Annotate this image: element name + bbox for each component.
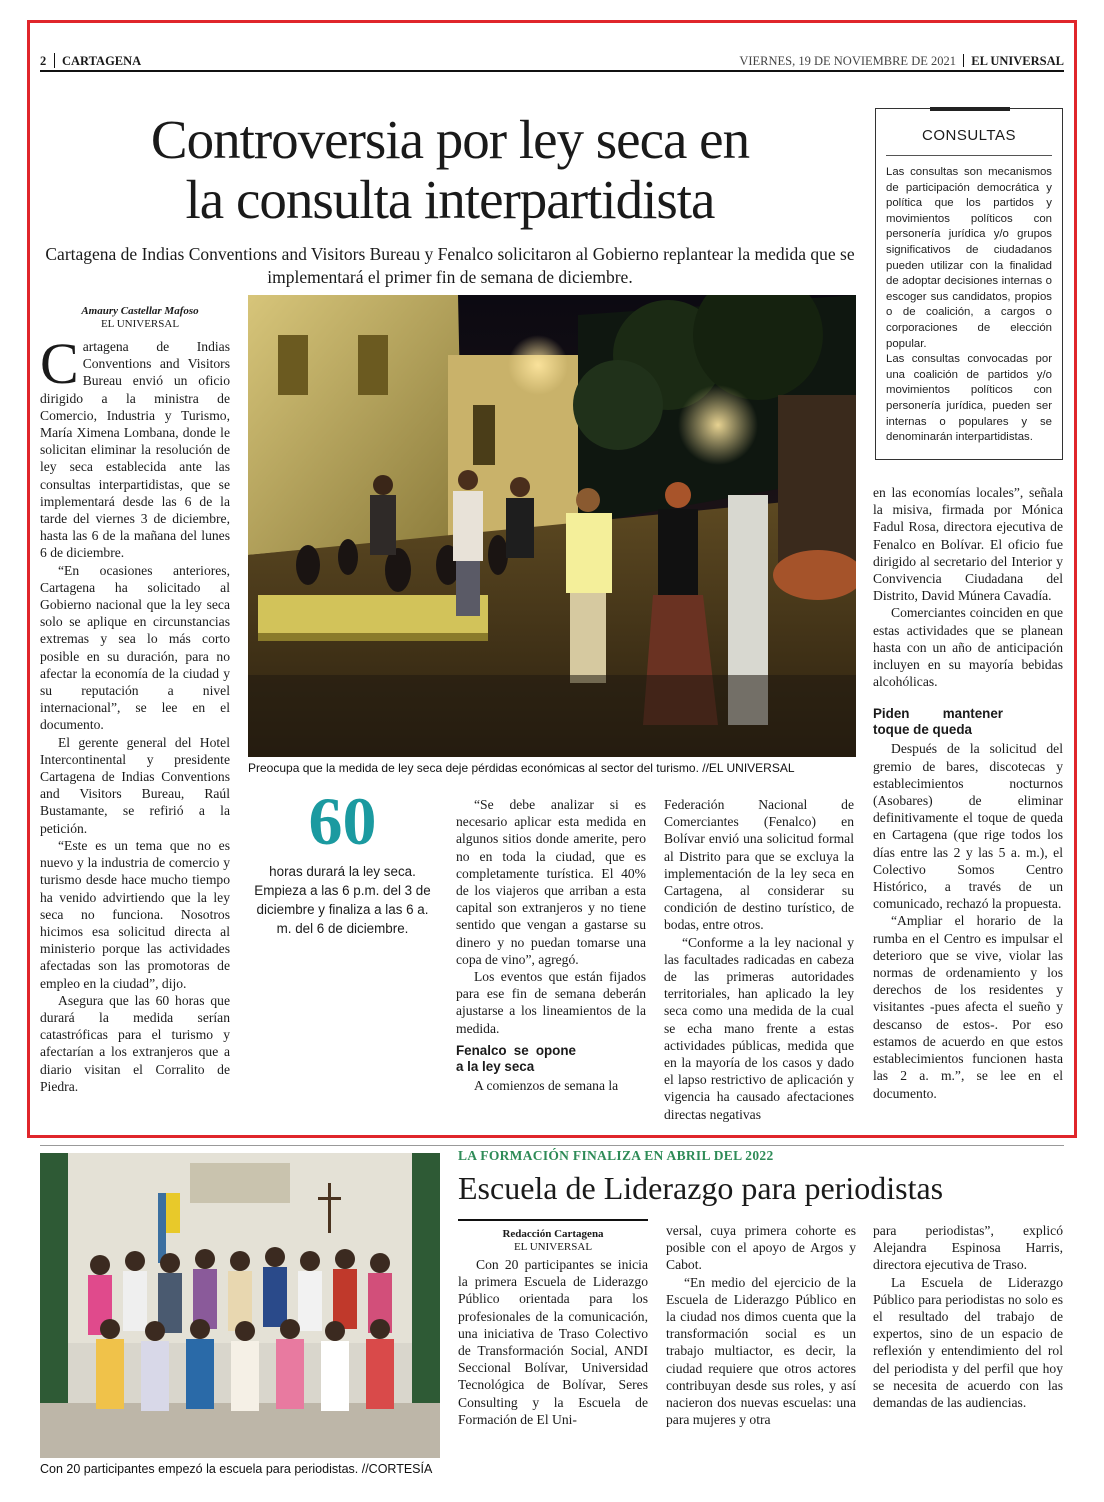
article-divider [40, 1145, 1064, 1146]
main-byline [40, 305, 240, 331]
paragraph: Comerciantes coinciden en que estas actividades que se planean hasta con un año de anticipación incluyen en su mayoría bebidas alcohólicas. [873, 605, 1063, 690]
header-rule [40, 70, 1064, 72]
second-kicker: LA FORMACIÓN FINALIZA EN ABRIL DEL 2022 [458, 1148, 774, 1163]
main-column-1 [40, 331, 230, 1095]
page-number: 2 [40, 54, 47, 68]
paragraph: “Conforme a la ley nacional y las facultades radicadas en cabeza de las primeras autoridades territoriales, han aplicado la ley seca como una medida de la cual se echa mano frente a estas actividades públicas, medida que en la mayoría de los casos y dado el lapso restrictivo de aplicación y vigencia ha causado afectaciones directas negativas [664, 934, 854, 1122]
second-headline: Escuela de Liderazgo para periodistas [458, 1170, 944, 1206]
author-outlet: EL UNIVERSAL [100, 318, 180, 330]
sidebar-paragraph: Las consultas son mecanismos de participación democrática y política que los partidos y movimientos políticos con personería jurídica y/o grupos significativos de ciudadanos pueden utilizar con la finalidad de adoptar decisiones internas o escoger sus candidatos, propios o de coalición, a cargos o corporaciones de elección popular. [886, 166, 1052, 350]
publication-name: EL UNIVERSAL [971, 54, 1064, 68]
paragraph: A comienzos de semana la [474, 1077, 619, 1093]
paragraph: El gerente general del Hotel Intercontinental y presidente Cartagena de Indias Conventions and Visitors Bureau, Raúl Bustamante, se refirió a la petición. [40, 734, 230, 836]
paragraph: “Se debe analizar si es necesario aplicar esta medida en algunos sitios donde amerite, pero no en toda la ciudad, que es completamente turística. El 40% de los viajeros que arriban a esta capital son extranjeros y no tiene sentido que vengan a gastarse su dinero y no puedan tomarse una copa de vino”, agregó. [456, 797, 646, 967]
sidebar-body [886, 165, 1052, 446]
second-photo [40, 1153, 440, 1458]
lead-paragraph: Cartagena de Indias Conventions and Visitors Bureau envió un oficio dirigido a la ministra de Comercio, Industria y Turismo, María Ximena Lombana, donde le solicitan eliminar la resolución de ley seca establecida ante las consultas interpartidistas, que se implementará desde las 6 de la tarde del viernes 3 de diciembre, hasta las 6 de la mañana del lunes 6 de diciembre. [40, 331, 230, 561]
paragraph: “En medio del ejercicio de la Escuela de Liderazgo Público en la ciudad nos dimos cuenta que la transformación social es un trabajo multiactor, es decir, la ciudad requiere que otros actores contribuyan desde sus roles, y así nacieron dos nuevas escuelas: una para mujeres y otra [666, 1274, 856, 1428]
main-headline [40, 110, 860, 230]
paragraph: para periodistas”, explicó Alejandra Espinosa Harris, directora ejecutiva de Traso. [873, 1223, 1063, 1273]
subhead-toque: Piden mantener toque de queda [873, 706, 1003, 738]
headline-line-2: la consulta interpartidista [185, 169, 715, 230]
subheadline: Cartagena de Indias Conventions and Visitors Bureau y Fenalco solicitaron al Gobierno replantear la medida que se implementará el primer fin de semana de diciembre. [45, 244, 855, 287]
paragraph: versal, cuya primera cohorte es posible con el apoyo de Argos y Cabot. [666, 1223, 856, 1273]
paragraph: La Escuela de Liderazgo Público para periodistas no solo es el resultado del trabajo de expertos, sino de un espacio de reflexión y entendimiento del rol del periodista y del perfil que hoy se necesita de acuerdo con las demandas de las audiencias. [873, 1274, 1063, 1411]
issue-date: VIERNES, 19 DE NOVIEMBRE DE 2021 [739, 54, 956, 68]
second-column-3 [873, 1222, 1063, 1411]
sidebar-title: CONSULTAS [922, 127, 1016, 144]
stat-number: 60 [308, 783, 377, 859]
main-column-3 [456, 796, 646, 1094]
author-name: Redacción Cartagena [502, 1228, 604, 1240]
second-photo-caption: Con 20 participantes empezó la escuela para periodistas. //CORTESÍA [40, 1462, 433, 1476]
paragraph: Con 20 participantes se inicia la primera Escuela de Liderazgo Público orientada para los profesionales de la comunicación, una iniciativa de Traso Colectivo de Transformación Social, ANDI Seccional Bolívar, Universidad Tecnológica de Bolívar, Seres Consulting y la Escuela de Formación de El Uni- [458, 1257, 648, 1427]
paragraph: Después de la solicitud del gremio de bares, discotecas y establecimientos nocturnos (Asobares) de eliminar definitivamente el toque de queda en Cartagena (que rige todos los días entre las 2 y las 5 a. m.), el Colectivo Somos Centro Histórico, a través de un comunicado, rechazó la propuesta. [873, 741, 1063, 912]
second-byline [458, 1228, 648, 1254]
header-right [739, 54, 1064, 69]
drop-cap: C [40, 331, 79, 396]
paragraph: Los eventos que están fijados para ese fin de semana deberán ajustarse a los lineamientos de la medida. [456, 969, 646, 1036]
section-name: CARTAGENA [62, 54, 142, 68]
main-photo [248, 295, 856, 757]
subhead-fenalco: Fenalco se opone a la ley seca [456, 1042, 576, 1074]
main-photo-caption: Preocupa que la medida de ley seca deje pérdidas económicas al sector del turismo. //EL UNIVERSAL [248, 761, 795, 775]
author-outlet: EL UNIVERSAL [513, 1241, 593, 1253]
sidebar-paragraph: Las consultas convocadas por una coalición de partidos y/o movimientos políticos con personería jurídica, pueden ser internas o populares y se denominarán interpartidistas. [886, 353, 1052, 444]
second-column-1 [458, 1256, 648, 1428]
sidebar-box [875, 108, 1063, 460]
author-name: Amaury Castellar Mafoso [81, 305, 199, 317]
headline-line-1: Controversia por ley seca en [150, 109, 750, 170]
paragraph: “En ocasiones anteriores, Cartagena ha solicitado al Gobierno nacional que la ley seca solo se aplique en circunstancias extremas y sea lo más corto posible en su duración, para no afectar la economía de la ciudad y su reputación a nivel internacional”, se lee en el documento. [40, 562, 230, 733]
paragraph: “Este es un tema que no es nuevo y la industria de comercio y turismo desde hace mucho tiempo ha venido advirtiendo que la ley seca no funciona. Nosotros hicimos esa solicitud directa al ministerio porque las actividades afectadas son las promotoras de empleo en la ciudad”, dijo. [40, 837, 230, 991]
paragraph: “Ampliar el horario de la rumba en el Centro es impulsar el deterioro que se vive, violar las normas de ordenamiento y los derechos de los residentes y visitantes -pues afecta el sueño y descanso de estos-. Por eso estamos de acuerdo en que estos establecimientos funcionen hasta las 2 a. m.”, se lee en el documento. [873, 913, 1063, 1101]
main-column-4 [664, 796, 854, 1123]
page-header [40, 54, 1064, 70]
paragraph: Federación Nacional de Comerciantes (Fenalco) en Bolívar envió una solicitud formal al Distrito para que se excluya la implementación de la ley seca en Cartagena, al considerar su condición de destino turístico, de bodas, entre otros. [664, 797, 854, 933]
paragraph: Asegura que las 60 horas que durará la medida serían catastróficas para el turismo y afectarían a los extranjeros que a diario visitan el Corralito de Piedra. [40, 992, 230, 1094]
stat-text: horas durará la ley seca. Empieza a las 6 p.m. del 3 de diciembre y finaliza a las 6 a. m. del 6 de diciembre. [254, 864, 431, 936]
paragraph: en las economías locales”, señala la misiva, firmada por Mónica Fadul Rosa, directora ejecutiva de Fenalco en Bolívar. El oficio fue dirigido al secretario del Interior y Convivencia Ciudadana del Distrito, David Múnera Cavadía. [873, 485, 1063, 604]
second-column-2 [666, 1222, 856, 1428]
main-column-5 [873, 484, 1063, 1102]
